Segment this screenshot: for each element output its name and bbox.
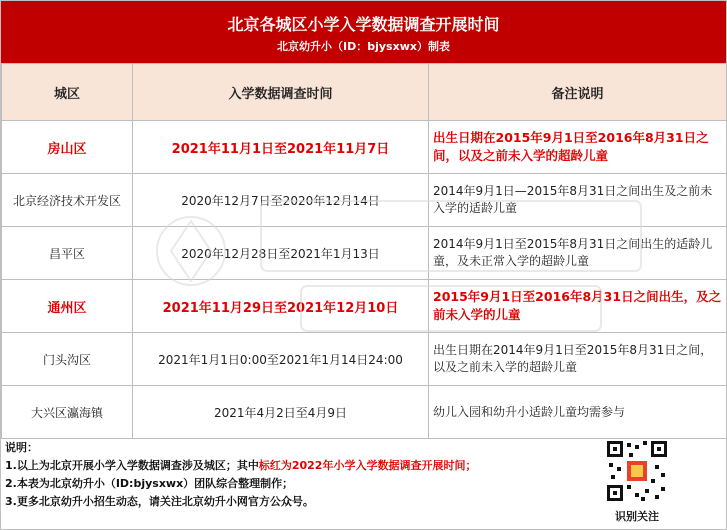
page-title: 北京各城区小学入学数据调查开展时间 <box>227 15 500 34</box>
table-header-banner <box>1 1 726 63</box>
note-cell: 2015年9月1日至2016年8月31日之间出生，及之前未入学的儿童 <box>429 280 727 333</box>
note-line-1-highlight: 标红为2022年小学入学数据调查开展时间； <box>258 459 477 472</box>
table-row <box>2 386 727 439</box>
table-header-row <box>2 64 727 121</box>
notes-label: 说明： <box>5 441 38 454</box>
note-line-1-text: 1.以上为北京开展小学入学数据调查涉及城区；其中 <box>5 459 259 472</box>
qr-code-icon[interactable] <box>605 439 669 503</box>
note-line-2: 2.本表为北京幼升小（ID:bjysxwx）团队综合整理制作； <box>5 477 294 490</box>
column-header-note: 备注说明 <box>429 64 727 121</box>
district-cell: 北京经济技术开发区 <box>2 174 133 227</box>
table-row <box>2 174 727 227</box>
note-line-1 <box>5 458 476 474</box>
column-header-district: 城区 <box>2 64 133 121</box>
page-subtitle: 北京幼升小（ID：bjysxwx）制表 <box>277 40 450 53</box>
schedule-table <box>1 63 727 439</box>
note-cell: 出生日期在2014年9月1日至2015年8月31日之间，以及之前未入学的超龄儿童 <box>429 333 727 386</box>
table-row <box>2 333 727 386</box>
district-cell: 门头沟区 <box>2 333 133 386</box>
time-cell: 2021年11月29日至2021年12月10日 <box>133 280 429 333</box>
time-cell: 2021年11月1日至2021年11月7日 <box>133 121 429 174</box>
table-row <box>2 280 727 333</box>
note-cell: 幼儿入园和幼升小适龄儿童均需参与 <box>429 386 727 439</box>
time-cell: 2021年1月1日0:00至2021年1月14日24:00 <box>133 333 429 386</box>
column-header-time: 入学数据调查时间 <box>133 64 429 121</box>
district-cell: 昌平区 <box>2 227 133 280</box>
table-row <box>2 227 727 280</box>
table-row <box>2 121 727 174</box>
district-cell: 通州区 <box>2 280 133 333</box>
qr-caption: 识别关注 <box>615 510 659 523</box>
time-cell: 2020年12月7日至2020年12月14日 <box>133 174 429 227</box>
notes-section <box>1 436 601 529</box>
note-cell: 2014年9月1日至2015年8月31日之间出生的适龄儿童，及未正常入学的超龄儿童 <box>429 227 727 280</box>
district-cell: 大兴区瀛海镇 <box>2 386 133 439</box>
note-cell: 出生日期在2015年9月1日至2016年8月31日之间，以及之前未入学的超龄儿童 <box>429 121 727 174</box>
note-cell: 2014年9月1日—2015年8月31日之间出生及之前未入学的适龄儿童 <box>429 174 727 227</box>
time-cell: 2021年4月2日至4月9日 <box>133 386 429 439</box>
time-cell: 2020年12月28日至2021年1月13日 <box>133 227 429 280</box>
note-line-3: 3.更多北京幼升小招生动态，请关注北京幼升小网官方公众号。 <box>5 495 314 508</box>
district-cell: 房山区 <box>2 121 133 174</box>
